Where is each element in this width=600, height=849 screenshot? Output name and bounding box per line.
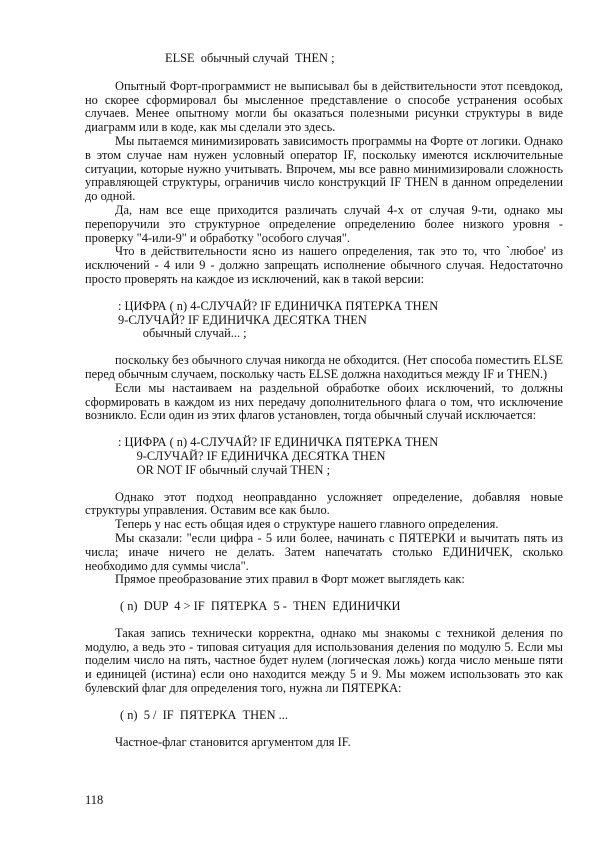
paragraph-quotient-flag: Частное-флаг становится аргументом для IF. bbox=[115, 734, 351, 749]
code-block-cifra-v1: : ЦИФРА ( n) 4-СЛУЧАЙ? IF ЕДИНИЧКА ПЯТЕРКА THEN 9-СЛУЧАЙ? IF ЕДИНИЧКА ДЕСЯТКА THEN обычный случай... ; bbox=[118, 298, 439, 341]
paragraph-minimize-logic: Мы пытаемся минимизировать зависимость программы на Форте от логики. Однако в этом случае нам нужен условный оператор IF, поскольку имеются исключительные ситуации, которые нужно учитывать. Впрочем, мы все равно минимизировали сложность управляющей структуры, ограничив число конструкций IF THEN в данном определении до одной. bbox=[85, 133, 563, 204]
paragraph-case-4-9: Да, нам все еще приходится различать случай 4-х от случая 9-ти, однако мы перепоручили это структурное определение определению более низкого уровня - проверку "4-или-9" и обработку "особого случая". bbox=[85, 202, 563, 245]
code-line-else-then: ELSE обычный случай THEN ; bbox=[165, 51, 335, 65]
paragraph-pseudocode: Опытный Форт-программист не выписывал бы в действительности этот псевдокод, но скорее сформировал бы мысленное представление о способе устранения особых случаев. Менее опытному могли бы оказаться полезными рисунки структуры в виде диаграмм или в коде, как мы сделали это здесь. bbox=[85, 78, 563, 135]
paragraph-approach-complicates: Однако этот подход неоправданно усложняет определение, добавляя новые структуры управления. Оставим все как было. bbox=[85, 489, 563, 518]
paragraph-else-placement: поскольку без обычного случая никогда не обходится. (Нет способа поместить ELSE перед обычным случаем, поскольку часть ELSE должна находиться между IF и THEN.) bbox=[85, 353, 563, 381]
page-number: 118 bbox=[85, 793, 104, 807]
paragraph-separate-handling: Если мы настаиваем на раздельной обработке обоих исключений, то должны сформировать в каждом из них передачу дополнительного флага о том, что исключение возникло. Если один из этих флагов установлен, тогда обычный случай исключается: bbox=[85, 380, 563, 423]
paragraph-exceptions-note: Что в действительности ясно из нашего определения, так это то, что `любое' из исключений - 4 или 9 - должно запрещать исполнение обычного случая. Недостаточно просто проверять на каждое из исключений, как в такой версии: bbox=[85, 244, 563, 286]
paragraph-modulo-division: Такая запись технически корректна, однако мы знакомы с техникой деления по модулю, а ведь это - типовая ситуация для использования деления по модулю 5. Если мы поделим число на пять, частное будет нулем (логическая ложь) когда число меньше пяти и единицей (истина) если оно находится между 5 и 9. Мы можем использовать это как булевский флаг для определения того, нужна ли ПЯТЕРКА: bbox=[85, 625, 563, 696]
paragraph-general-idea: Теперь у нас есть общая идея о структуре нашего главного определения. bbox=[115, 517, 499, 532]
code-line-five-divide: ( n) 5 / IF ПЯТЕРКА THEN ... bbox=[120, 707, 288, 722]
code-line-dup-if: ( n) DUP 4 > IF ПЯТЕРКА 5 - THEN ЕДИНИЧКИ bbox=[120, 599, 401, 614]
paragraph-direct-translation: Прямое преобразование этих правил в Форт может выглядеть как: bbox=[115, 572, 465, 587]
page-content bbox=[85, 52, 563, 749]
paragraph-we-said-rule: Мы сказали: "если цифра - 5 или более, начинать с ПЯТЕРКИ и вычитать пять из числа; иначе ничего не делать. Затем напечатать столько ЕДИНИЧЕК, сколько необходимо для суммы числа". bbox=[85, 530, 563, 573]
code-block-cifra-v2: : ЦИФРА ( n) 4-СЛУЧАЙ? IF ЕДИНИЧКА ПЯТЕРКА THEN 9-СЛУЧАЙ? IF ЕДИНИЧКА ДЕСЯТКА THEN OR NOT IF обычный случай THEN ; bbox=[118, 435, 439, 477]
